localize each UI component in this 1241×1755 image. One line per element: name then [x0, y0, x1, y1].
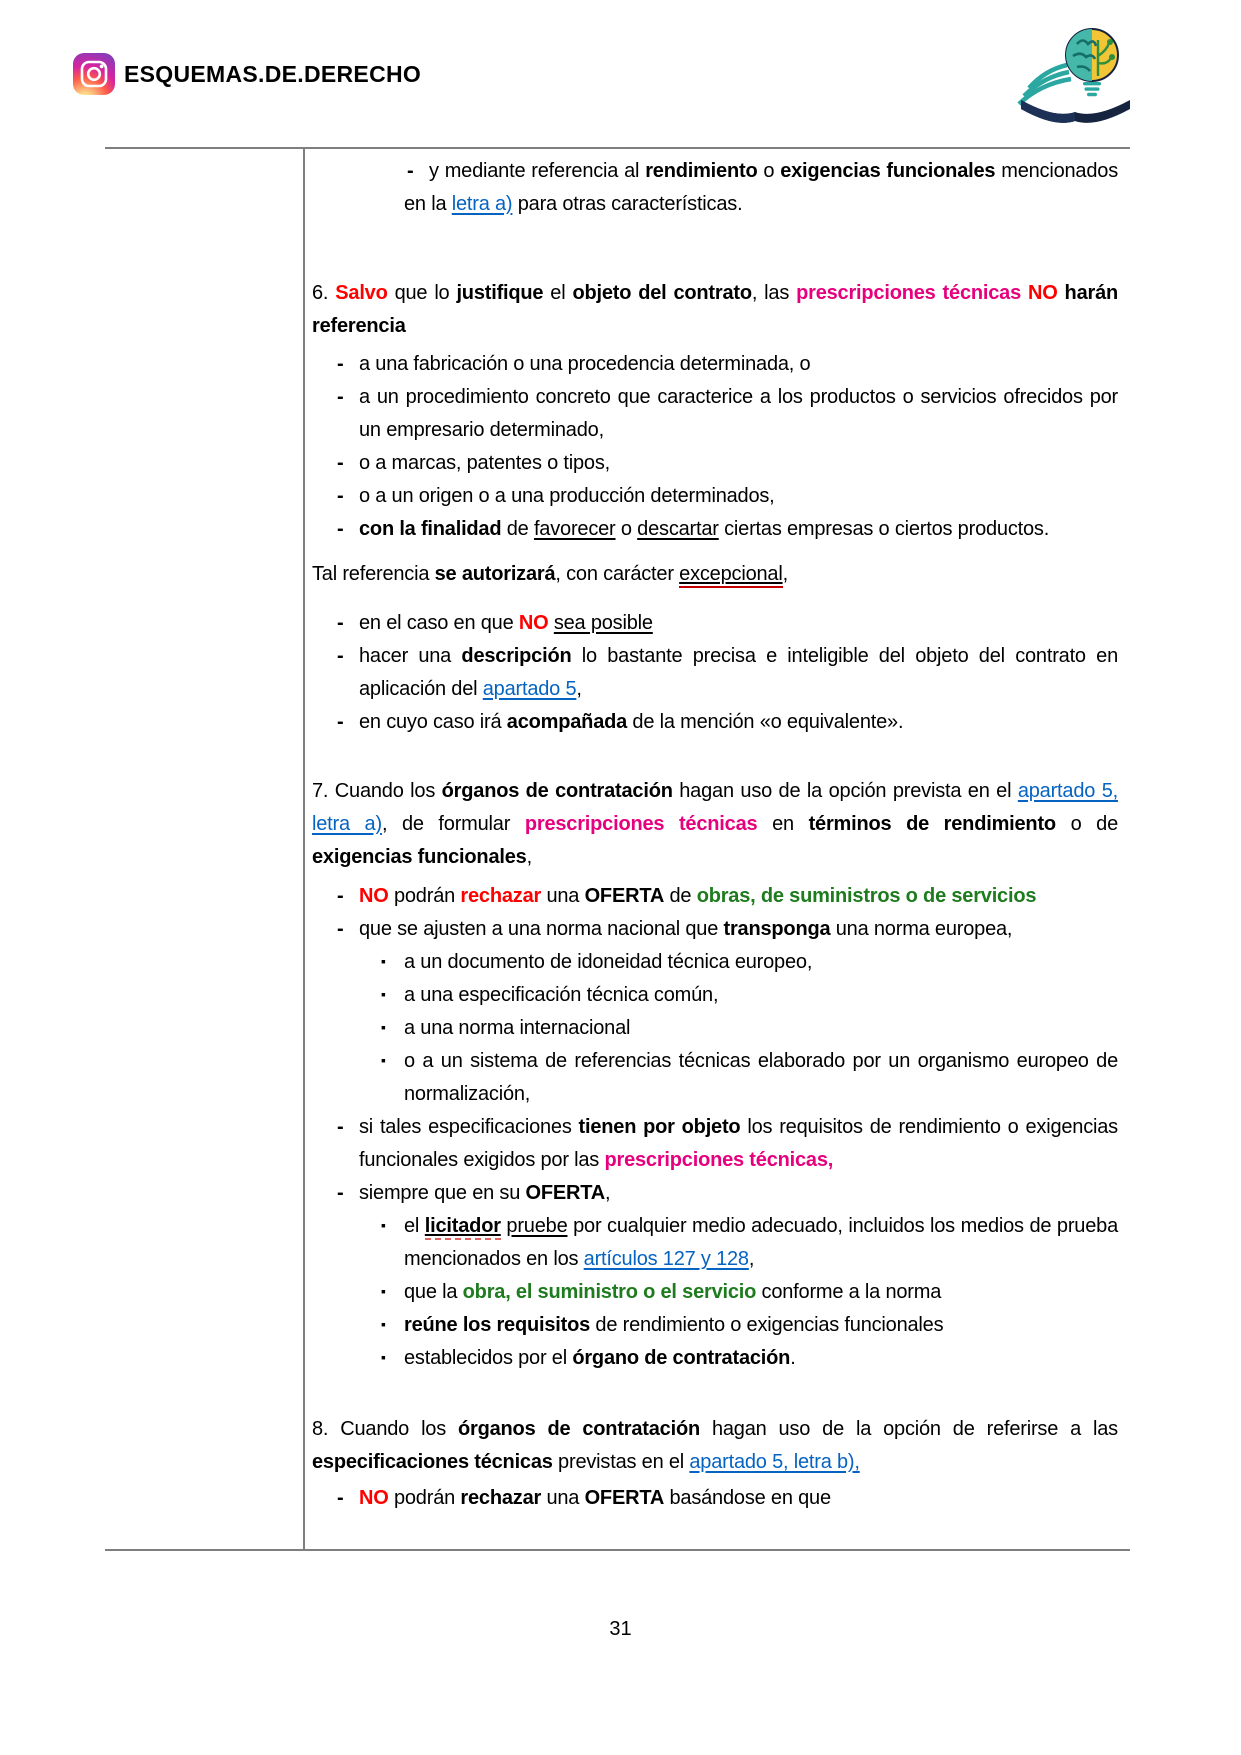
text-segment: siempre que en su [359, 1182, 526, 1204]
bullet-marker: - [337, 485, 344, 507]
text-segment: 8. Cuando los [312, 1418, 458, 1440]
text-segment: conforme a la norma [756, 1281, 942, 1303]
text-segment: y mediante referencia al [429, 160, 646, 182]
inline-link[interactable]: letra a) [451, 193, 513, 215]
bullet-marker: ▪ [381, 1217, 386, 1233]
table-left-column [105, 149, 305, 1549]
text-segment: de [501, 518, 534, 540]
text-segment: especificaciones técnicas [312, 1451, 553, 1473]
text-segment: 6. [312, 282, 336, 304]
text-segment: , [782, 563, 788, 585]
text-segment: favorecer [533, 518, 616, 540]
text-segment: , [748, 1248, 755, 1270]
text-segment: ciertas empresas o ciertos productos. [718, 518, 1050, 540]
list-item [312, 640, 1118, 706]
list-item [312, 480, 1118, 513]
text-segment: , de formular [381, 813, 525, 835]
text-segment: 7. Cuando los [312, 780, 442, 802]
bullet-marker: - [337, 386, 344, 408]
list-item [312, 913, 1118, 946]
text-segment: exigencias funcionales [312, 846, 527, 868]
text-segment: con la finalidad [359, 518, 502, 540]
list-item [312, 381, 1118, 447]
inline-link[interactable]: apartado 5, letra a) [312, 780, 1118, 835]
text-segment: una norma europea, [830, 918, 1013, 940]
bullet-marker: - [337, 452, 344, 474]
text-segment: que se ajusten a una norma nacional que [359, 918, 724, 940]
text-segment: lo bastante precisa e inteligible del objeto del contrato en aplicación del [359, 645, 1119, 700]
text-segment: a un procedimiento concreto que caracterice a los productos o servicios ofrecidos por un empresario determinado, [359, 386, 1118, 441]
list-item [312, 348, 1118, 381]
sub-list-item [312, 1342, 1118, 1375]
text-segment: hagan uso de la opción prevista en el [672, 780, 1018, 802]
text-segment: de rendimiento o exigencias funcionales [590, 1314, 944, 1336]
bullet-marker: ▪ [381, 1052, 386, 1068]
text-segment: o [615, 518, 638, 540]
text-segment: a una norma internacional [404, 1017, 631, 1039]
text-segment: exigencias funcionales [780, 160, 996, 182]
text-segment: órgano de contratación [572, 1347, 791, 1369]
bullet-marker: - [407, 160, 414, 182]
text-segment: a un documento de idoneidad técnica europeo, [404, 951, 813, 973]
text-segment: podrán [388, 1487, 461, 1509]
list-item [312, 1177, 1118, 1210]
text-segment: hacer una [359, 645, 462, 667]
sub-list-item [312, 946, 1118, 979]
text-segment: , con carácter [555, 563, 680, 585]
paragraph [312, 775, 1118, 874]
text-segment: rechazar [460, 885, 542, 907]
text-segment: , [576, 678, 582, 700]
sub-list-item [312, 979, 1118, 1012]
bullet-marker: - [337, 1116, 344, 1138]
sub-list-item [312, 1045, 1118, 1111]
text-segment: reúne los requisitos [404, 1314, 591, 1336]
list-item [312, 607, 1118, 640]
text-segment: pruebe [506, 1215, 568, 1237]
text-segment: justifique [456, 282, 544, 304]
sub-list-item [312, 1309, 1118, 1342]
inline-link[interactable]: artículos 127 y 128 [583, 1248, 749, 1270]
text-segment: se autorizará [434, 563, 556, 585]
text-segment: rechazar [460, 1487, 542, 1509]
text-segment: objeto del contrato [572, 282, 752, 304]
text-segment: NO [359, 885, 389, 907]
bullet-marker: ▪ [381, 1349, 386, 1365]
bullet-marker: - [337, 645, 344, 667]
text-segment: una [541, 885, 585, 907]
text-segment [1058, 282, 1065, 304]
text-segment: términos de rendimiento [808, 813, 1056, 835]
paragraph [312, 277, 1118, 343]
sub-list-item [312, 1276, 1118, 1309]
text-segment: los requisitos de rendimiento o exigencias funcionales exigidos por las [359, 1116, 1118, 1171]
text-segment: NO [1027, 282, 1058, 304]
text-segment: OFERTA [584, 885, 665, 907]
text-segment: o a un sistema de referencias técnicas elaborado por un organismo europeo de normalización, [404, 1050, 1118, 1105]
text-segment: sea posible [553, 612, 653, 634]
text-segment: el [404, 1215, 425, 1237]
text-segment: descripción [461, 645, 572, 667]
inline-link[interactable]: apartado 5 [482, 678, 577, 700]
text-segment: para otras características. [512, 193, 743, 215]
text-segment: acompañada [506, 711, 628, 733]
text-segment: de [664, 885, 697, 907]
text-segment: a una fabricación o una procedencia determinada, o [359, 353, 811, 375]
bullet-marker: - [337, 711, 344, 733]
bullet-marker: ▪ [381, 1283, 386, 1299]
bullet-marker: - [337, 612, 344, 634]
text-segment: podrán [388, 885, 461, 907]
list-item [312, 447, 1118, 480]
text-segment: NO [359, 1487, 389, 1509]
text-segment: o [757, 160, 781, 182]
text-segment: excepcional [679, 563, 782, 588]
text-segment: OFERTA [584, 1487, 665, 1509]
text-segment: en cuyo caso irá [359, 711, 507, 733]
list-item [312, 1482, 1118, 1515]
text-segment: prescripciones técnicas [796, 282, 1028, 304]
bullet-marker: - [337, 1182, 344, 1204]
text-segment: de la mención «o equivalente». [627, 711, 904, 733]
bullet-marker: - [337, 1487, 344, 1509]
text-segment: tienen por objeto [578, 1116, 741, 1138]
text-segment: Tal referencia [312, 563, 435, 585]
text-segment: o a marcas, patentes o tipos, [359, 452, 611, 474]
bullet-marker: - [337, 518, 344, 540]
text-segment: establecidos por el [404, 1347, 573, 1369]
text-segment: rendimiento [645, 160, 758, 182]
text-segment: una [541, 1487, 585, 1509]
text-segment: Salvo [335, 282, 388, 304]
schema-table [105, 147, 1130, 1551]
text-segment: previstas en el [552, 1451, 690, 1473]
text-segment: por cualquier medio adecuado, incluidos los medios de prueba mencionados en los [404, 1215, 1119, 1270]
text-segment: o de [1055, 813, 1118, 835]
text-segment: que lo [387, 282, 457, 304]
text-segment: el [543, 282, 573, 304]
text-segment: a una especificación técnica común, [404, 984, 719, 1006]
text-segment: en [757, 813, 809, 835]
book-brain-bulb-logo [1013, 20, 1138, 138]
text-segment: mencionados en la [404, 160, 1118, 215]
list-item [312, 880, 1118, 913]
text-segment: órganos de contratación [458, 1418, 700, 1440]
table-content-column [305, 149, 1130, 1549]
bullet-marker: - [337, 918, 344, 940]
text-segment: , [526, 846, 532, 868]
text-segment: OFERTA [525, 1182, 606, 1204]
text-segment: basándose en que [664, 1487, 831, 1509]
bullet-marker: - [337, 353, 344, 375]
text-segment: harán referencia [312, 282, 1119, 337]
text-segment: prescripciones técnicas, [604, 1149, 834, 1171]
text-segment: obras, de suministros o de servicios [696, 885, 1037, 907]
text-segment: prescripciones técnicas [524, 813, 758, 835]
text-segment: . [790, 1347, 796, 1369]
bullet-marker: - [337, 885, 344, 907]
text-segment: , las [751, 282, 797, 304]
text-segment: NO [518, 612, 549, 634]
list-item [312, 1111, 1118, 1177]
camera-glyph [73, 53, 115, 95]
text-segment: descartar [637, 518, 719, 540]
text-segment: transponga [723, 918, 831, 940]
sub-list-item [312, 1012, 1118, 1045]
text-segment: que la [404, 1281, 463, 1303]
list-item [312, 513, 1118, 546]
list-item [312, 155, 1118, 221]
text-segment: , [605, 1182, 611, 1204]
text-segment: órganos de contratación [441, 780, 673, 802]
bullet-marker: ▪ [381, 1316, 386, 1332]
paragraph [312, 558, 1118, 591]
text-segment: hagan uso de la opción de referirse a las [700, 1418, 1118, 1440]
text-segment: o a un origen o a una producción determinados, [359, 485, 775, 507]
brand-title: ESQUEMAS.DE.DERECHO [124, 61, 422, 87]
sub-list-item [312, 1210, 1118, 1276]
bullet-marker: ▪ [381, 1019, 386, 1035]
bullet-marker: ▪ [381, 953, 386, 969]
text-segment: si tales especificaciones [359, 1116, 579, 1138]
bullet-marker: ▪ [381, 986, 386, 1002]
paragraph [312, 1413, 1118, 1479]
text-segment: en el caso en que [359, 612, 519, 634]
page-number: 31 [609, 1618, 632, 1640]
list-item [312, 706, 1118, 739]
inline-link[interactable]: apartado 5, letra b), [689, 1451, 860, 1473]
instagram-icon [73, 53, 115, 95]
text-segment: licitador [425, 1215, 501, 1240]
text-segment: obra, el suministro o el servicio [462, 1281, 757, 1303]
